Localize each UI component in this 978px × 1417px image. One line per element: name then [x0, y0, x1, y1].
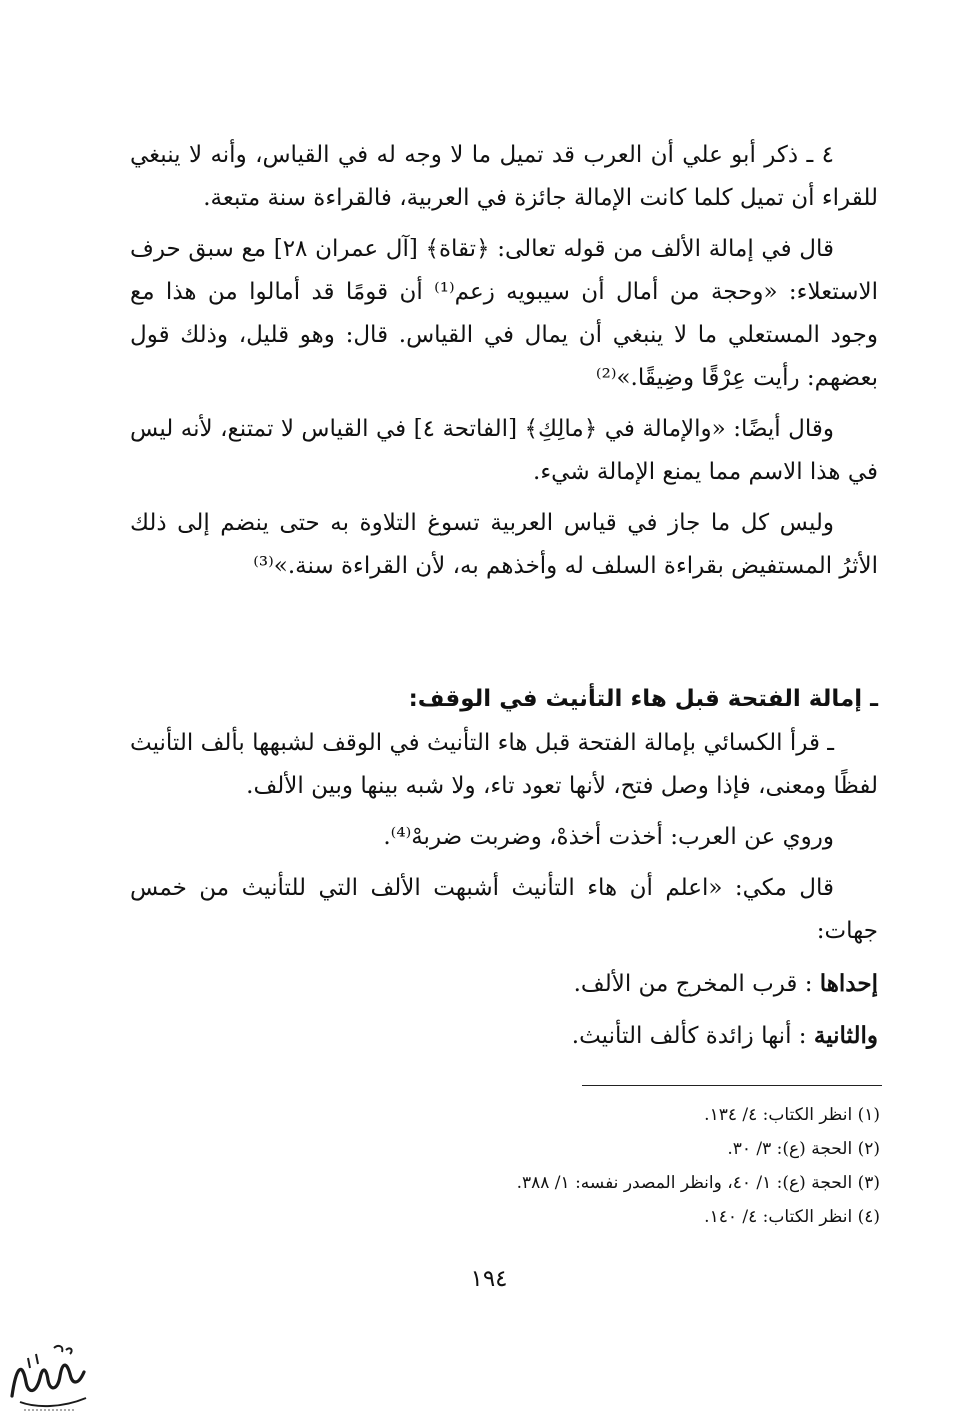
list-item-text: : قرب المخرج من الألف. [573, 971, 813, 997]
footnote-2: (٢) الحجة (ع): ٣/ ٣٠. [727, 1139, 880, 1159]
list-item-label: والثانية [813, 1022, 878, 1049]
paragraph-1: ٤ ـ ذكر أبو علي أن العرب قد تميل ما لا وجه له في القياس، وأنه لا ينبغي للقراء أن تميل كلما كانت الإمالة جائزة في العربية، فالقراءة سنة متبعة. [130, 142, 878, 211]
footnote-3: (٣) الحجة (ع): ١/ ٤٠، وانظر المصدر نفسه: ١/ ٣٨٨. [516, 1173, 880, 1193]
footnote-4: (٤) انظر الكتاب: ٤/ ١٤٠. [704, 1207, 880, 1227]
main-text [130, 134, 878, 596]
list-item-text: : أنها زائدة كألف التأنيث. [571, 1023, 807, 1049]
calligraphy-seal-icon [6, 1338, 92, 1414]
list-item-2 [178, 1022, 878, 1049]
footnotes [360, 1098, 880, 1234]
paragraph-3: وقال أيضًا: «والإمالة في ﴿مالِكِ﴾ [الفاتحة ٤] في القياس لا تمتنع، لأنه ليس في هذا الاسم مما يمنع الإمالة شيء. [130, 416, 878, 485]
section-text [130, 722, 878, 961]
page-number: ١٩٤ [470, 1266, 508, 1292]
section-heading: ـ إمالة الفتحة قبل هاء التأنيث في الوقف: [408, 686, 878, 712]
list-item-label: إحداها [819, 970, 878, 997]
footnote-1: (١) انظر الكتاب: ٤/ ١٣٤. [704, 1105, 880, 1125]
section-paragraph-1: ـ قرأ الكسائي بإمالة الفتحة قبل هاء التأنيث في الوقف لشبهها بألف التأنيث لفظًا ومعنى، فإذا وصل فتح، لأنها تعود تاء، ولا شبه بينها وبين الألف. [130, 730, 878, 799]
paragraph-4: وليس كل ما جاز في قياس العربية تسوغ التلاوة به حتى ينضم إلى ذلك الأثرُ المستفيض بقراءة السلف له وأخذهم به، لأن القراءة سنة.»⁽³⁾ [130, 510, 878, 579]
paragraph-2: قال في إمالة الألف من قوله تعالى: ﴿تقاة﴾ [آل عمران ٢٨] مع سبق حرف الاستعلاء: «وحجة من أمال أن سيبويه زعم⁽¹⁾ أن قومًا قد أمالوا من هذا مع وجود المستعلي ما لا ينبغي أن يمال في القياس. قال: وهو قليل، وذلك قول بعضهم: رأيت عِرْقًا وضِيقًا.»⁽²⁾ [130, 236, 879, 391]
footnote-divider [582, 1085, 882, 1086]
list-item-1 [178, 970, 878, 997]
section-paragraph-3: قال مكي: «اعلم أن هاء التأنيث أشبهت الألف التي للتأنيث من خمس جهات: [130, 875, 878, 944]
section-paragraph-2: وروي عن العرب: أخذت أخذهْ، وضربت ضربهْ⁽⁴⁾. [383, 824, 834, 850]
